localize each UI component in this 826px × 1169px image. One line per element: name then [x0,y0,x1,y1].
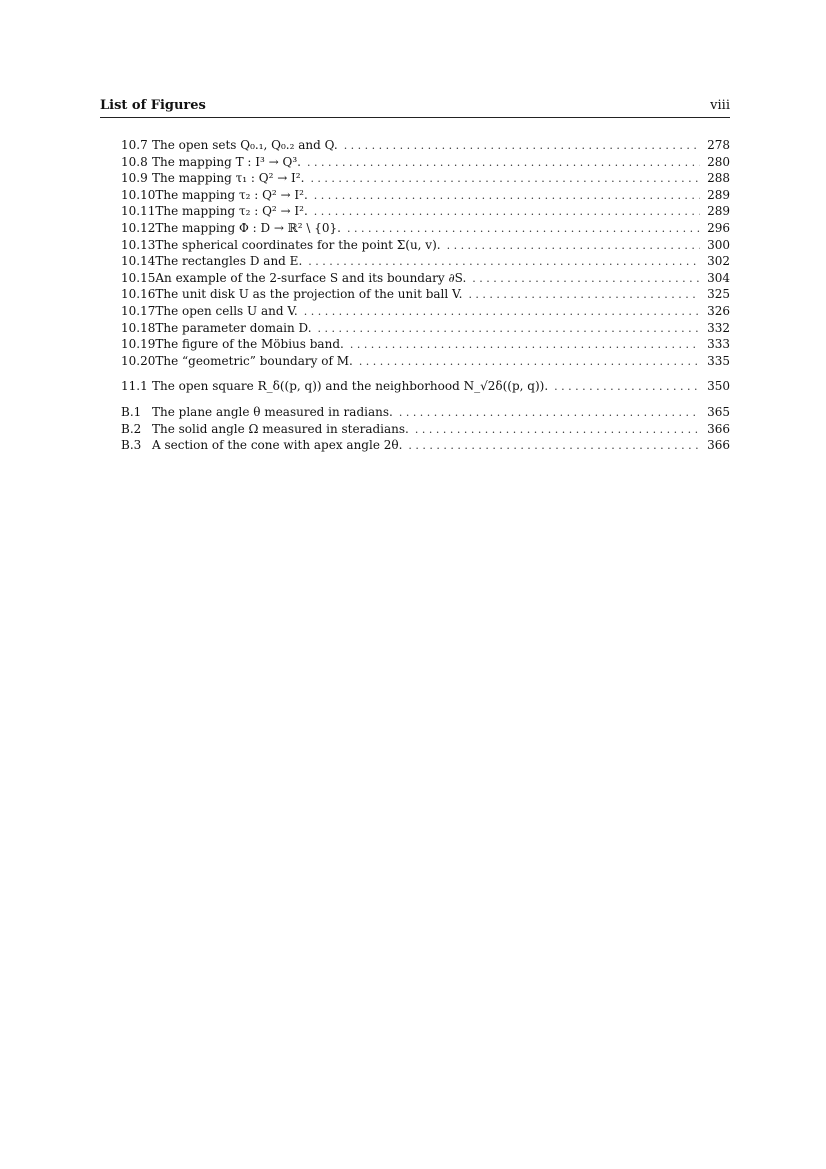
figure-caption: The open square R_δ((p, q)) and the neighborhood N_√2δ((p, q)). [152,379,549,394]
dot-leader [447,238,700,255]
figure-page: 365 [707,404,730,419]
dot-leader [314,204,700,221]
figure-number: 10.18 [121,320,156,335]
figure-group-chapter-10 [121,137,730,369]
dot-leader [415,422,700,439]
figure-page: 300 [707,237,730,252]
figure-page: 366 [707,421,730,436]
header-title: List of Figures [100,98,206,113]
figure-caption: The open cells U and V. [155,303,298,318]
dot-leader [307,155,700,172]
figure-number: 10.9 [121,171,148,186]
figure-entry[interactable] [121,154,730,171]
dot-leader [468,287,700,304]
dot-leader [399,405,700,422]
figure-page: 304 [707,270,730,285]
figure-caption: The mapping τ₁ : Q² → I². [152,171,305,186]
figure-entry[interactable] [121,187,730,204]
figure-page: 288 [707,171,730,186]
figure-group-chapter-11 [121,378,730,395]
figure-entry[interactable] [121,137,730,154]
dot-leader [310,171,700,188]
figure-entry[interactable] [121,303,730,320]
figure-number: B.1 [121,404,142,419]
figure-number: 10.16 [121,287,156,302]
figure-entry[interactable] [121,320,730,337]
figure-number: B.2 [121,421,142,436]
figure-number: 10.12 [121,220,156,235]
figure-entry[interactable] [121,336,730,353]
figure-number: 10.11 [121,204,156,219]
figure-caption: An example of the 2-surface S and its boundary ∂S. [155,270,467,285]
figure-page: 366 [707,438,730,453]
figure-number: 10.8 [121,154,148,169]
figure-number: 11.1 [121,379,148,394]
running-header [100,97,730,118]
figure-page: 335 [707,353,730,368]
figure-entry[interactable] [121,378,730,395]
figure-caption: The “geometric” boundary of M. [155,353,353,368]
figure-entry[interactable] [121,237,730,254]
figure-caption: The spherical coordinates for the point Σ(u, v). [155,237,441,252]
figure-entry[interactable] [121,170,730,187]
figure-entry[interactable] [121,203,730,220]
figure-number: 10.19 [121,337,156,352]
figure-page: 333 [707,337,730,352]
dot-leader [359,354,700,371]
dot-leader [308,254,700,271]
figure-page: 296 [707,220,730,235]
dot-leader [554,379,700,396]
figure-caption: The unit disk U as the projection of the unit ball V. [155,287,463,302]
figure-number: 10.7 [121,138,148,152]
figure-caption: The mapping Φ : D → ℝ² \ {0}. [155,220,341,235]
figure-page: 278 [707,138,730,152]
figure-page: 332 [707,320,730,335]
figure-entry[interactable] [121,270,730,287]
figure-caption: The mapping τ₂ : Q² → I². [155,187,308,202]
figure-page: 302 [707,254,730,269]
figure-page: 325 [707,287,730,302]
dot-leader [304,304,700,321]
dot-leader [314,188,700,205]
figure-caption: The solid angle Ω measured in steradians. [152,421,409,436]
dot-leader [472,271,700,288]
figure-entry[interactable] [121,421,730,438]
figure-entry[interactable] [121,286,730,303]
figure-entry[interactable] [121,437,730,454]
figure-entry[interactable] [121,353,730,370]
figure-caption: The parameter domain D. [155,320,312,335]
figure-page: 289 [707,187,730,202]
list-of-figures [121,137,730,454]
dot-leader [350,337,700,354]
figure-caption: The open sets Q₀.₁, Q₀.₂ and Q. [152,138,338,152]
figure-caption: A section of the cone with apex angle 2θ. [152,438,403,453]
figure-caption: The mapping τ₂ : Q² → I². [155,204,308,219]
figure-entry[interactable] [121,404,730,421]
figure-caption: The figure of the Möbius band. [155,337,344,352]
figure-entry[interactable] [121,253,730,270]
figure-number: 10.17 [121,303,156,318]
figure-number: 10.15 [121,270,156,285]
figure-number: 10.14 [121,254,156,269]
dot-leader [318,321,700,338]
figure-page: 289 [707,204,730,219]
figure-number: B.3 [121,438,142,453]
figure-page: 350 [707,379,730,394]
figure-entry[interactable] [121,220,730,237]
dot-leader [408,438,700,455]
figure-number: 10.10 [121,187,156,202]
dot-leader [347,221,700,238]
figure-caption: The plane angle θ measured in radians. [152,404,393,419]
header-page-number: viii [710,98,730,113]
figure-page: 280 [707,154,730,169]
figure-page: 326 [707,303,730,318]
figure-number: 10.20 [121,353,156,368]
figure-caption: The rectangles D and E. [155,254,303,269]
figure-caption: The mapping T : I³ → Q³. [152,154,301,169]
figure-number: 10.13 [121,237,156,252]
figure-group-appendix-b [121,404,730,454]
dot-leader [344,138,700,155]
